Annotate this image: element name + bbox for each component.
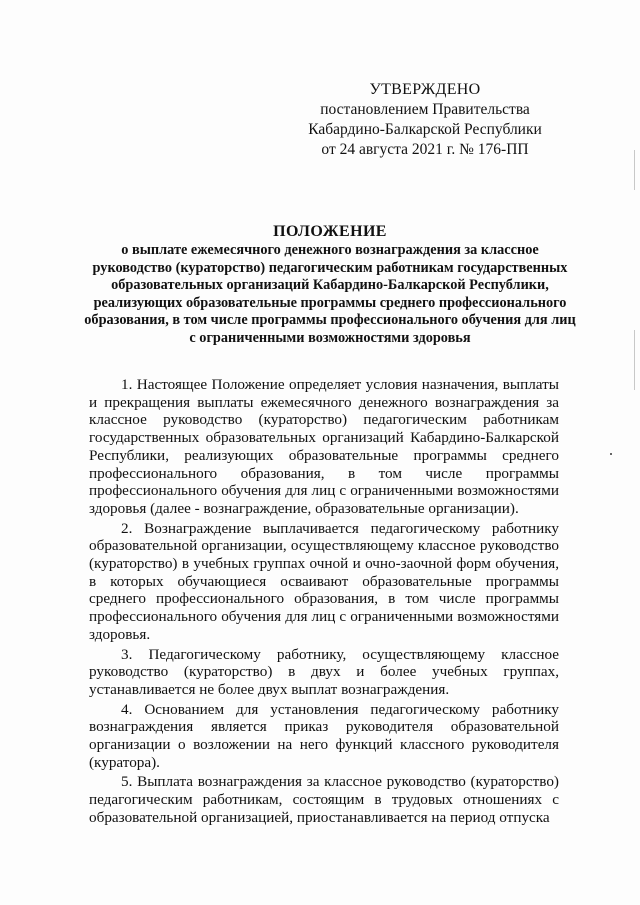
approval-line-1: постановлением Правительства [320, 101, 530, 118]
document-title [80, 222, 580, 348]
paragraph-2: 2. Вознаграждение выплачивается педагогическому работнику образовательной организации, осуществляющему классное руководство (кураторство) в учебных группах очной и очно-заочной форм обучения, в которых обучающиеся осваивают образовательные программы среднего профессионального образования, в том числе программы профессионального обучения для лиц с ограниченными возможностями здоровья. [89, 519, 559, 643]
approval-stamp [300, 80, 550, 160]
scan-edge-mark [634, 150, 635, 190]
paragraph-4: 4. Основанием для установления педагогическому работнику вознаграждения является приказ руководителя образовательной организации о возложении на него функций классного руководителя (куратора). [89, 700, 559, 771]
approval-heading: УТВЕРЖДЕНО [369, 81, 481, 98]
scan-dot [610, 453, 612, 455]
paragraph-3: 3. Педагогическому работнику, осуществляющему классное руководство (кураторство) в двух и более учебных группах, устанавливается не более двух выплат вознаграждения. [89, 645, 559, 698]
scan-edge-mark [634, 330, 635, 390]
paragraph-1: 1. Настоящее Положение определяет условия назначения, выплаты и прекращения выплаты ежемесячного денежного вознаграждения за классное руководство (кураторство) педагогическим работникам государственных образовательных организаций Кабардино-Балкарской Республики, реализующих образовательные программы среднего профессионального образования, в том числе программы профессионального обучения для лиц с ограниченными возможностями здоровья (далее - вознаграждение, образовательные организации). [89, 376, 559, 517]
title-subtitle: о выплате ежемесячного денежного вознаграждения за классное руководство (кураторство) педагогическим работникам государственных образовательных организаций Кабардино-Балкарской Республики, реализующих образовательные программы среднего профессионального образования, в том числе программы профессионального обучения для лиц с ограниченными возможностями здоровья [84, 242, 576, 346]
approval-line-2: Кабардино-Балкарской Республики [308, 121, 542, 138]
title-heading: ПОЛОЖЕНИЕ [273, 223, 387, 240]
document-body [89, 376, 559, 827]
paragraph-5: 5. Выплата вознаграждения за классное руководство (кураторство) педагогическим работникам, состоящим в трудовых отношениях с образовательной организацией, приостанавливается на период отпуска [89, 773, 559, 826]
approval-line-3: от 24 августа 2021 г. № 176-ПП [321, 141, 529, 158]
